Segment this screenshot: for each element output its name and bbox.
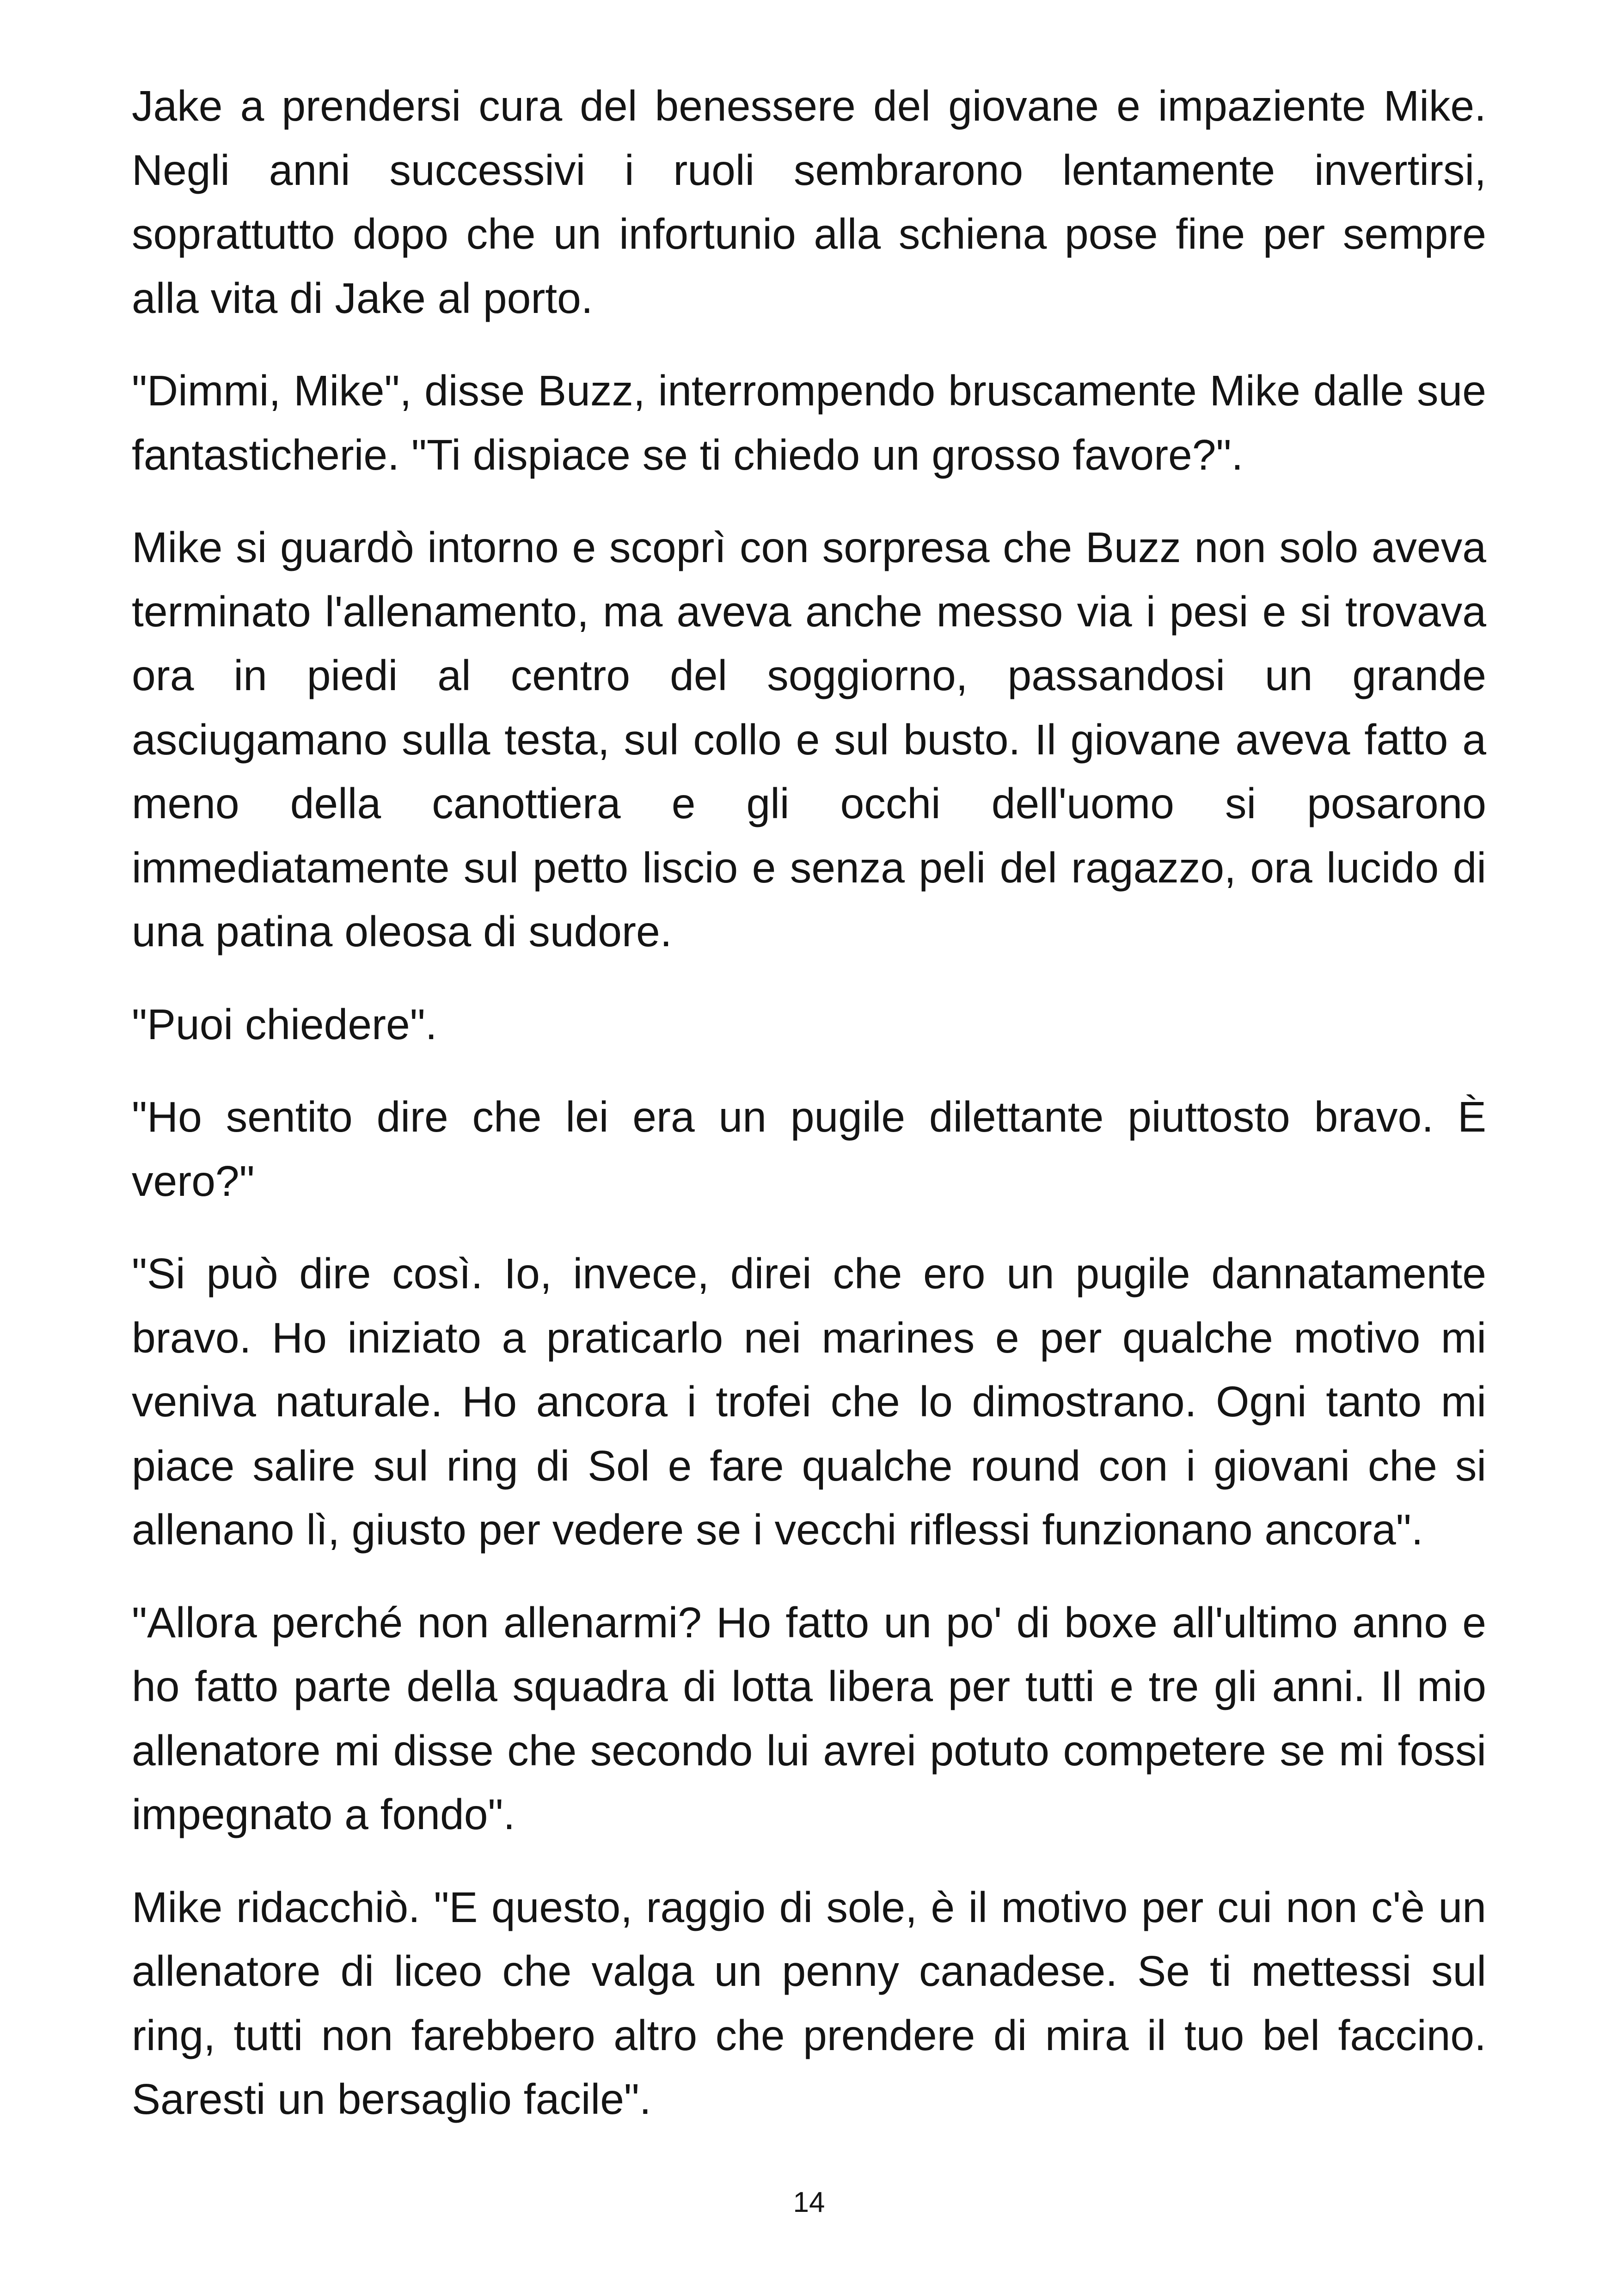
page-body [132,74,1486,2131]
paragraph-7: "Allora perché non allenarmi? Ho fatto un po' di boxe all'ultimo anno e ho fatto parte della squadra di lotta libera per tutti e tre gli anni. Il mio allenatore mi disse che secondo lui avrei potuto competere se mi fossi impegnato a fondo". [132,1598,1486,1838]
paragraph-8: Mike ridacchiò. "E questo, raggio di sole, è il motivo per cui non c'è un allenatore di liceo che valga un penny canadese. Se ti mettessi sul ring, tutti non farebbero altro che prendere di mira il tuo bel faccino. Saresti un bersaglio facile". [132,1883,1486,2123]
paragraph-5: "Ho sentito dire che lei era un pugile dilettante piuttosto bravo. È vero?" [132,1093,1486,1205]
paragraph-6: "Si può dire così. Io, invece, direi che ero un pugile dannatamente bravo. Ho iniziato a praticarlo nei marines e per qualche motivo mi veniva naturale. Ho ancora i trofei che lo dimostrano. Ogni tanto mi piace salire sul ring di Sol e fare qualche round con i giovani che si allenano lì, giusto per vedere se i vecchi riflessi funzionano ancora". [132,1249,1486,1554]
paragraph-1: Jake a prendersi cura del benessere del giovane e impaziente Mike. Negli anni successivi i ruoli sembrarono lentamente invertirsi, soprattutto dopo che un infortunio alla schiena pose fine per sempre alla vita di Jake al porto. [132,82,1486,322]
paragraph-2: "Dimmi, Mike", disse Buzz, interrompendo bruscamente Mike dalle sue fantasticherie. "Ti dispiace se ti chiedo un grosso favore?". [132,367,1486,479]
paragraph-3: Mike si guardò intorno e scoprì con sorpresa che Buzz non solo aveva terminato l'allenamento, ma aveva anche messo via i pesi e si trovava ora in piedi al centro del soggiorno, passandosi un grande asciugamano sulla testa, sul collo e sul busto. Il giovane aveva fatto a meno della canottiera e gli occhi dell'uomo si posarono immediatamente sul petto liscio e senza peli del ragazzo, ora lucido di una patina oleosa di sudore. [132,523,1486,955]
paragraph-4: "Puoi chiedere". [132,1000,437,1048]
page-number: 14 [793,2186,825,2218]
